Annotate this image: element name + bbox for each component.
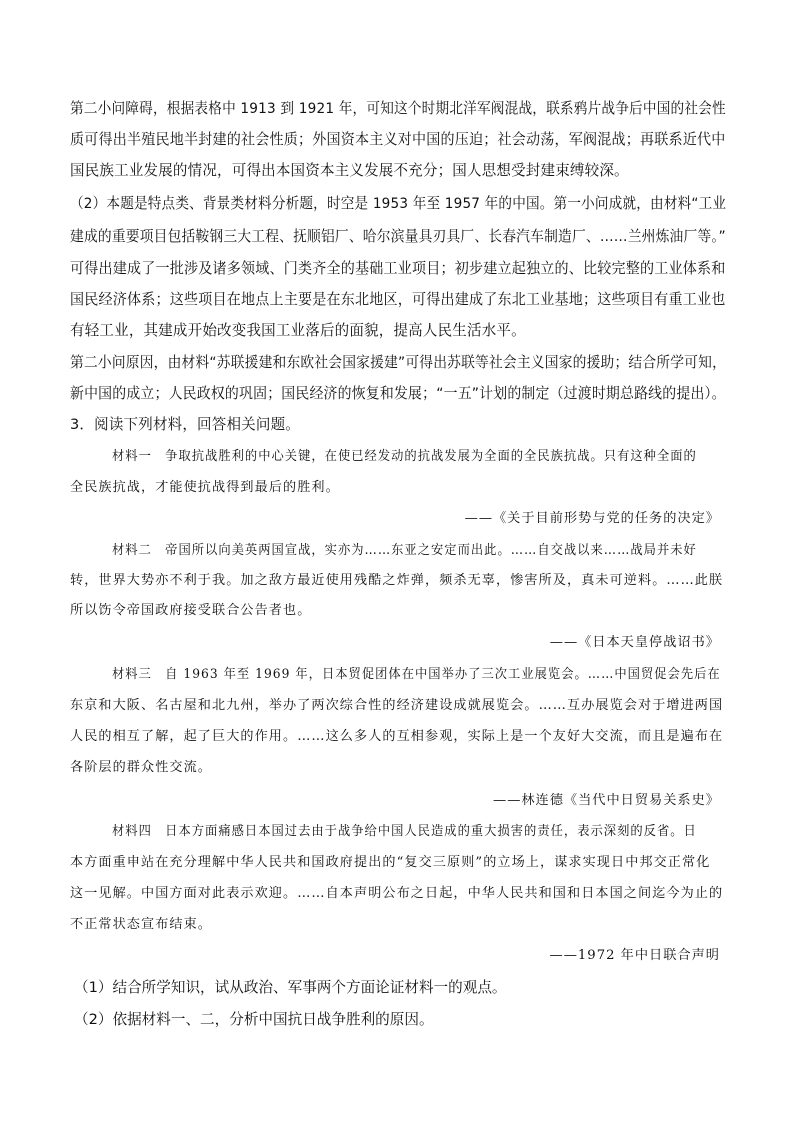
material-one-line: 全民族抗战，才能使抗战得到最后的胜利。: [70, 480, 340, 495]
material-two-source: ——《日本天皇停战诏书》: [549, 635, 720, 650]
material-three-line: 东京和大阪、名古屋和北九州，举办了两次综合性的经济建设成就展览会。……互办展览会对于增进两国: [70, 698, 724, 713]
material-two-line: 转，世界大势亦不利于我。加之敌方最近使用残酷之炸弹，频杀无辜，惨害所及，真未可逆料。……此朕: [70, 573, 724, 588]
answer-line: （2）本题是特点类、背景类材料分析题，时空是 1953 年至 1957 年的中国。第一小问成就，由材料“工业: [70, 195, 727, 212]
material-three-line: 材料三 自 1963 年至 1969 年，日本贸促团体在中国举办了三次工业展览会。……中国贸促会先后在: [112, 667, 721, 682]
answer-line: 国民经济体系；这些项目在地点上主要是在东北地区，可得出建成了东北工业基地；这些项目有重工业也: [70, 291, 726, 308]
answer-line: 可得出建成了一批涉及诸多领域、门类齐全的基础工业项目；初步建立起独立的、比较完整的工业体系和: [70, 260, 726, 277]
question-intro: 3．阅读下列材料，回答相关问题。: [70, 416, 300, 433]
answer-line: 第二小问障碍，根据表格中 1913 到 1921 年，可知这个时期北洋军阀混战，联系鸦片战争后中国的社会性: [70, 100, 726, 117]
material-two-line: 材料二 帝国所以向美英两国宣战，实亦为……东亚之安定而出此。……自交战以来……战局并未好: [112, 543, 697, 558]
answer-line: 有轻工业，其建成开始改变我国工业落后的面貌，提高人民生活水平。: [70, 322, 526, 339]
material-four-line: 这一见解。中国方面对此表示欢迎。……自本声明公布之日起，中华人民共和国和日本国之间迄今为止的: [70, 886, 724, 901]
material-two-line: 所以饬令帝国政府接受联合公告者也。: [70, 603, 312, 618]
answer-line: 国民族工业发展的情况，可得出本国资本主义发展不充分；国人思想受封建束缚较深。: [70, 162, 629, 179]
material-three-line: 人民的相互了解，起了巨大的作用。……这么多人的互相参观，实际上是一个友好大交流，而且是遍布在: [70, 729, 724, 744]
answer-line: 第二小问原因，由材料“苏联援建和东欧社会国家援建”可得出苏联等社会主义国家的援助；结合所学可知，: [70, 354, 727, 371]
question-two: （2）依据材料一、二，分析中国抗日战争胜利的原因。: [74, 1011, 434, 1028]
answer-line: 新中国的成立；人民政权的巩固；国民经济的恢复和发展；“一五”计划的制定（过渡时期总路线的提出）。: [70, 385, 726, 402]
material-four-source: ——1972 年中日联合声明: [549, 948, 720, 963]
material-one-source: ——《关于目前形势与党的任务的决定》: [464, 511, 720, 526]
material-four-line: 不正常状态宣布结束。: [70, 917, 213, 932]
material-one-line: 材料一 争取抗战胜利的中心关键，在使已经发动的抗战发展为全面的全民族抗战。只有这种全面的: [112, 449, 697, 464]
material-four-line: 本方面重申站在充分理解中华人民共和国政府提出的“复交三原则”的立场上，谋求实现日中邦交正常化: [70, 855, 711, 870]
answer-line: 质可得出半殖民地半封建的社会性质；外国资本主义对中国的压迫；社会动荡，军阀混战；再联系近代中: [70, 131, 726, 148]
question-one: （1）结合所学知识，试从政治、军事两个方面论证材料一的观点。: [74, 979, 507, 996]
material-four-line: 材料四 日本方面痛感日本国过去由于战争给中国人民造成的重大损害的责任，表示深刻的反省。日: [112, 824, 697, 839]
answer-line: 建成的重要项目包括鞍钢三大工程、抚顺铝厂、哈尔滨量具刃具厂、长春汽车制造厂、……兰州炼油厂等。”: [70, 228, 726, 245]
material-three-source: ——林连德《当代中日贸易关系史》: [493, 793, 720, 808]
material-three-line: 各阶层的群众性交流。: [70, 760, 213, 775]
